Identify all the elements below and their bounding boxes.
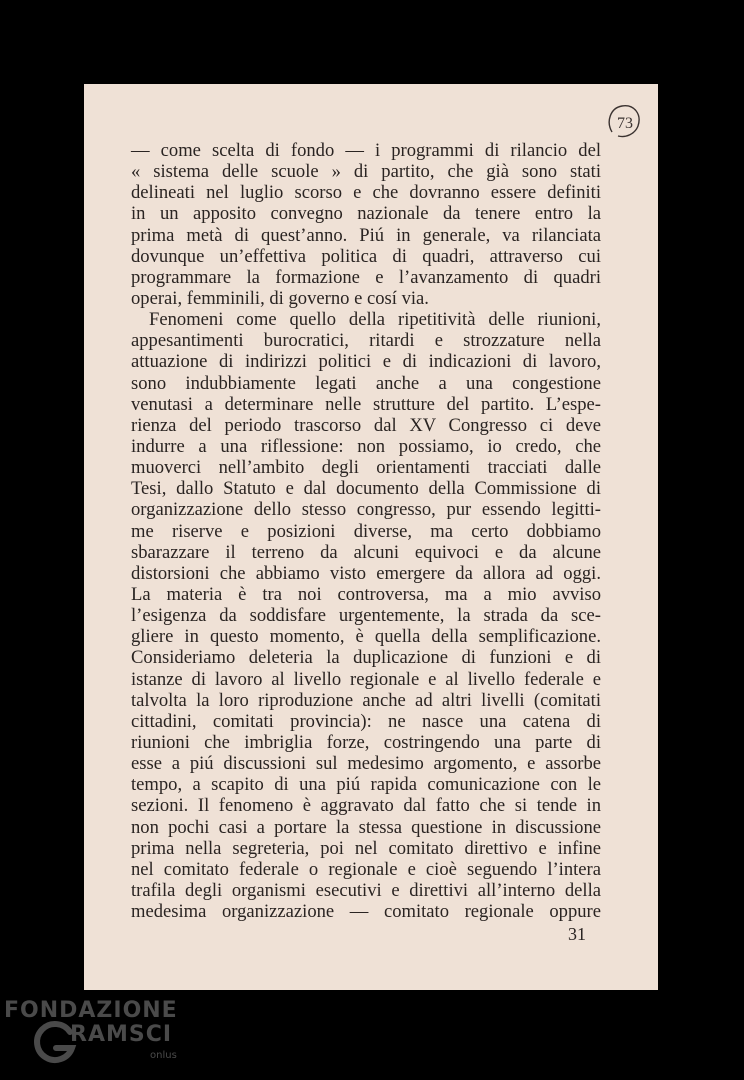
document-page <box>84 84 658 990</box>
page-number: 31 <box>568 924 586 944</box>
text-line: muoverci nell’ambito degli orientamenti tracciati dalle <box>131 457 601 479</box>
text-line: Tesi, dallo Statuto e dal documento della Commissione di <box>131 478 601 500</box>
fondazione-gramsci-logo <box>4 998 194 1074</box>
text-line: trafila degli organismi esecutivi e direttivi all’interno della <box>131 879 601 901</box>
text-line: istanze di lavoro al livello regionale e al livello federale e <box>131 668 601 690</box>
text-line: l’esigenza da soddisfare urgentemente, la strada da sce- <box>131 605 601 627</box>
text-line: appesantimenti burocratici, ritardi e strozzature nella <box>131 330 601 352</box>
text-line: sbarazzare il terreno da alcuni equivoci e da alcune <box>131 541 601 563</box>
text-line: venutasi a determinare nelle strutture del partito. L’espe- <box>131 393 601 415</box>
text-line: — come scelta di fondo — i programmi di rilancio del <box>131 140 601 161</box>
text-line: organizzazione dello stesso congresso, pur essendo legitti- <box>131 499 601 521</box>
text-line: prima nella segreteria, poi nel comitato direttivo e infine <box>131 837 601 859</box>
text-line: riunioni che imbriglia forze, costringendo una parte di <box>131 731 601 753</box>
archive-number-mark <box>604 102 644 142</box>
text-line: esse a piú discussioni sul medesimo argomento, e assorbe <box>131 753 601 775</box>
text-line: delineati nel luglio scorso e che dovranno essere definiti <box>131 182 601 204</box>
text-line: Fenomeni come quello della ripetitività delle riunioni, <box>149 309 601 331</box>
text-line: « sistema delle scuole » di partito, che già sono stati <box>131 161 601 183</box>
text-line: sono indubbiamente legati anche a una congestione <box>131 372 601 394</box>
text-line: La materia è tra noi controversa, ma a mio avviso <box>131 583 601 605</box>
text-line: sezioni. Il fenomeno è aggravato dal fatto che si tende in <box>131 795 601 817</box>
text-line: dovunque un’effettiva politica di quadri, attraverso cui <box>131 245 601 267</box>
text-line: indurre a una riflessione: non possiamo, io credo, che <box>131 435 601 457</box>
text-line: me riserve e posizioni diverse, ma certo dobbiamo <box>131 520 601 542</box>
body-text <box>131 140 601 922</box>
logo-sub: onlus <box>150 1050 177 1061</box>
text-line: Consideriamo deleteria la duplicazione di funzioni e di <box>131 647 601 669</box>
text-line: prima metà di quest’anno. Piú in generale, va rilanciata <box>131 224 601 246</box>
text-line: talvolta la loro riproduzione anche ad altri livelli (comitati <box>131 689 601 711</box>
text-line: nel comitato federale o regionale e cioè seguendo l’intera <box>131 858 601 880</box>
text-line: rienza del periodo trascorso dal XV Congresso ci deve <box>131 414 601 436</box>
text-line: operai, femminili, di governo e cosí via. <box>131 287 429 309</box>
text-line: programmare la formazione e l’avanzamento di quadri <box>131 266 601 288</box>
text-line: in un apposito convegno nazionale da tenere entro la <box>131 203 601 225</box>
text-line: cittadini, comitati provincia): ne nasce una catena di <box>131 710 601 732</box>
logo-line2: RAMSCI <box>70 1022 173 1047</box>
logo-line1: FONDAZIONE <box>4 998 178 1023</box>
text-line: medesima organizzazione — comitato regionale oppure <box>131 901 601 923</box>
text-line: non pochi casi a portare la stessa questione in discussione <box>131 816 601 838</box>
text-line: attuazione di indirizzi politici e di indicazioni di lavoro, <box>131 351 601 373</box>
text-line: gliere in questo momento, è quella della semplificazione. <box>131 626 601 648</box>
text-line: distorsioni che abbiamo visto emergere da allora ad oggi. <box>131 562 601 584</box>
archive-number: 73 <box>617 115 633 132</box>
text-line: tempo, a scapito di una piú rapida comunicazione con le <box>131 774 601 796</box>
